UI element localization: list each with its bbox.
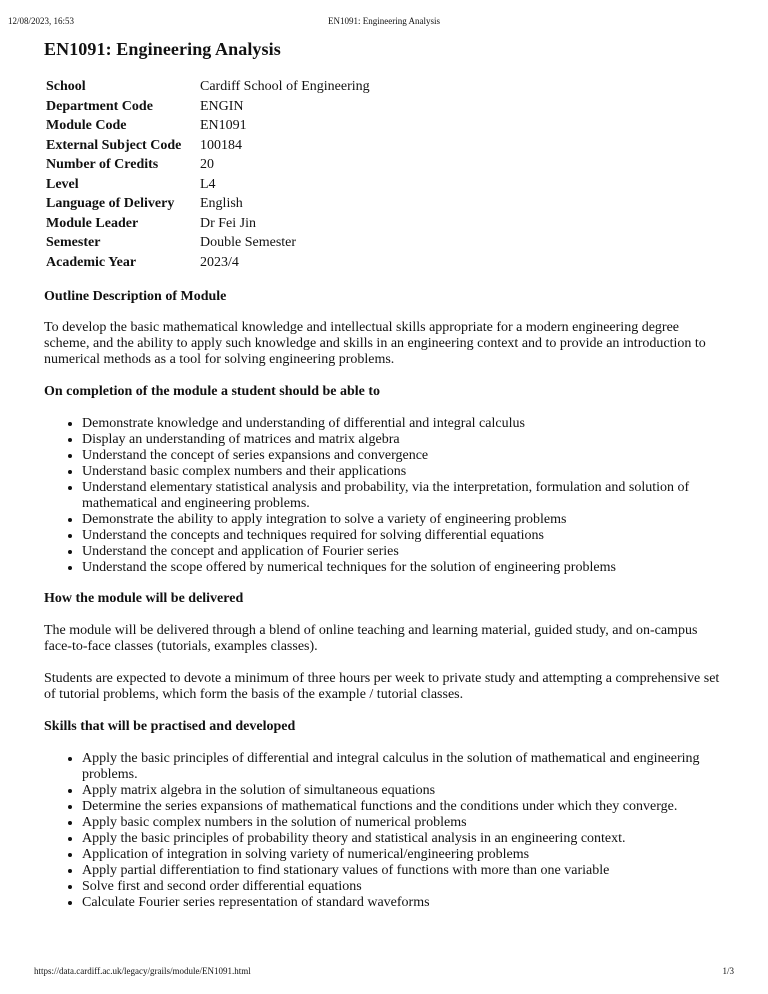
delivery-paragraph: The module will be delivered through a blend of online teaching and learning material, guided study, and on-campus face-to-face classes (tutorials, examples classes). (44, 623, 698, 654)
list-item: • Apply partial differentiation to find stationary values of functions with more than one variable (82, 863, 724, 879)
module-content (44, 36, 724, 911)
list-item: • Understand basic complex numbers and their applications (82, 464, 724, 480)
info-value: English (200, 196, 243, 211)
info-label: School (46, 79, 86, 94)
info-row (46, 194, 370, 214)
info-value: Cardiff School of Engineering (200, 79, 370, 94)
list-item: • Understand the concept and application of Fourier series (82, 544, 724, 560)
list-item: • Application of integration in solving variety of numerical/engineering problems (82, 847, 724, 863)
list-item: • Understand the concept of series expansions and convergence (82, 448, 724, 464)
print-header (0, 14, 768, 28)
info-row (46, 233, 370, 253)
info-row (46, 136, 370, 156)
info-value: L4 (200, 176, 216, 192)
info-value: ENGIN (200, 98, 244, 114)
info-label: Module Leader (46, 215, 139, 231)
info-row (46, 175, 370, 195)
info-value: Dr Fei Jin (200, 215, 256, 231)
print-footer (0, 964, 768, 978)
info-row (46, 97, 370, 117)
list-item: • Understand elementary statistical analysis and probability, via the interpretation, formulation and solution of mathematical and engineering problems. (82, 480, 724, 512)
list-item: • Demonstrate the ability to apply integration to solve a variety of engineering problems (82, 512, 724, 528)
list-item: • Determine the series expansions of mathematical functions and the conditions under which they converge. (82, 799, 724, 815)
info-label: Semester (46, 235, 101, 250)
list-item: • Understand the scope offered by numerical techniques for the solution of engineering problems (82, 560, 724, 576)
info-label: Language of Delivery (46, 196, 175, 211)
print-title: EN1091: Engineering Analysis (328, 16, 440, 26)
info-label: Level (46, 176, 79, 192)
info-row (46, 253, 370, 273)
page-number: 1/3 (722, 966, 734, 976)
list-item: • Display an understanding of matrices and matrix algebra (82, 432, 724, 448)
outline-text: To develop the basic mathematical knowledge and intellectual skills appropriate for a modern engineering degree scheme, and the ability to apply such knowledge and skills in an engineering context and to provide an introduction to numerical methods as a tool for solving engineering problems. (44, 320, 706, 367)
info-label: Academic Year (46, 254, 137, 270)
delivery-heading: How the module will be delivered (44, 591, 244, 606)
page-url: https://data.cardiff.ac.uk/legacy/grails/module/EN1091.html (34, 966, 251, 976)
outcomes-heading: On completion of the module a student should be able to (44, 384, 381, 399)
info-row (46, 214, 370, 234)
info-value: EN1091 (200, 118, 247, 133)
outcomes-list (44, 416, 724, 576)
print-datetime: 12/08/2023, 16:53 (8, 16, 75, 26)
page-title: EN1091: Engineering Analysis (44, 39, 281, 59)
skills-list (44, 751, 724, 911)
list-item: • Demonstrate knowledge and understanding of differential and integral calculus (82, 416, 724, 432)
info-value: 2023/4 (200, 254, 239, 270)
info-value: 20 (200, 157, 214, 172)
list-item: • Apply the basic principles of differential and integral calculus in the solution of mathematical and engineering problems. (82, 751, 724, 783)
delivery-paragraph: Students are expected to devote a minimum of three hours per week to private study and attempting a comprehensive set of tutorial problems, which form the basis of the example / tutorial classes. (44, 671, 720, 702)
info-label: External Subject Code (46, 137, 182, 153)
outline-heading: Outline Description of Module (44, 289, 227, 304)
info-label: Module Code (46, 118, 127, 133)
info-row (46, 116, 370, 136)
list-item: • Apply matrix algebra in the solution of simultaneous equations (82, 783, 724, 799)
list-item: • Apply basic complex numbers in the solution of numerical problems (82, 815, 724, 831)
list-item: • Calculate Fourier series representation of standard waveforms (82, 895, 724, 911)
info-value: Double Semester (200, 235, 297, 250)
module-info-table (46, 77, 370, 272)
info-label: Department Code (46, 98, 153, 114)
list-item: • Apply the basic principles of probability theory and statistical analysis in an engineering context. (82, 831, 724, 847)
list-item: • Understand the concepts and techniques required for solving differential equations (82, 528, 724, 544)
info-row (46, 155, 370, 175)
info-row (46, 77, 370, 97)
list-item: • Solve first and second order differential equations (82, 879, 724, 895)
info-value: 100184 (200, 137, 242, 153)
info-label: Number of Credits (46, 157, 159, 172)
skills-heading: Skills that will be practised and developed (44, 719, 296, 734)
